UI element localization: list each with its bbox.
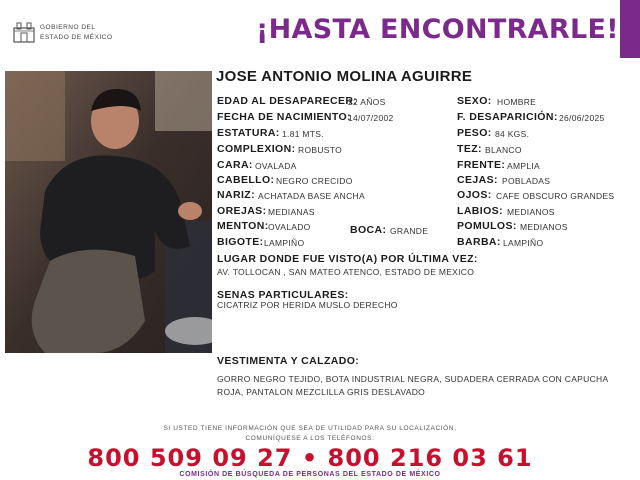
person-photo-illustration — [5, 71, 212, 353]
value-nariz: ACHATADA BASE ANCHA — [258, 191, 365, 201]
label-orejas: OREJAS: — [217, 205, 267, 217]
label-labios: LABIOS: — [457, 205, 503, 217]
label-f-desaparicion: F. DESAPARICIÓN: — [457, 111, 558, 123]
label-tez: TEZ: — [457, 143, 482, 155]
value-cara: OVALADA — [255, 161, 297, 171]
value-barba: LAMPIÑO — [503, 238, 544, 248]
phone-numbers: 800 509 09 27 • 800 216 03 61 — [87, 444, 533, 472]
distinguishing-marks-value: CICATRIZ POR HERIDA MUSLO DERECHO — [217, 300, 398, 310]
value-complexion: ROBUSTO — [298, 145, 342, 155]
label-complexion: COMPLEXION: — [217, 143, 296, 155]
headline: ¡HASTA ENCONTRARLE! — [256, 14, 619, 45]
commission-name: COMISIÓN DE BÚSQUEDA DE PERSONAS DEL ESTADO DE MÉXICO — [179, 471, 441, 478]
label-peso: PESO: — [457, 127, 492, 139]
label-frente: FRENTE: — [457, 159, 506, 171]
accent-stripe — [620, 0, 640, 58]
label-ojos: OJOS: — [457, 189, 492, 201]
value-estatura: 1.81 MTS. — [282, 129, 324, 139]
label-menton: MENTON: — [217, 220, 269, 232]
value-cabello: NEGRO CRECIDO — [276, 176, 353, 186]
label-boca: BOCA: — [350, 224, 387, 236]
value-f-desaparicion: 26/06/2025 — [559, 113, 605, 123]
value-fecha-nacimiento: 14/07/2002 — [348, 113, 394, 123]
value-cejas: POBLADAS — [502, 176, 551, 186]
last-seen-label: LUGAR DONDE FUE VISTO(A) POR ÚLTIMA VEZ: — [217, 253, 478, 265]
clothing-value: GORRO NEGRO TEJIDO, BOTA INDUSTRIAL NEGRA, SUDADERA CERRADA CON CAPUCHA ROJA, PANTALON MEZCLILLA GRIS DESLAVADO — [217, 374, 608, 397]
label-sexo: SEXO: — [457, 95, 492, 107]
value-sexo: HOMBRE — [497, 97, 537, 107]
value-labios: MEDIANOS — [507, 207, 555, 217]
label-fecha-nacimiento: FECHA DE NACIMIENTO: — [217, 111, 351, 123]
last-seen-value: AV. TOLLOCAN , SAN MATEO ATENCO, ESTADO DE MEXICO — [217, 267, 475, 277]
value-tez: BLANCO — [485, 145, 522, 155]
value-peso: 84 KGS. — [495, 129, 530, 139]
label-cara: CARA: — [217, 159, 253, 171]
label-estatura: ESTATURA: — [217, 127, 280, 139]
distinguishing-marks-label: SENAS PARTICULARES: — [217, 289, 349, 301]
value-menton: OVALADO — [268, 222, 311, 232]
label-edad: EDAD AL DESAPARECER: — [217, 95, 358, 107]
government-name-line2: ESTADO DE MÉXICO — [40, 34, 113, 41]
value-boca: GRANDE — [390, 226, 429, 236]
contact-notice-line2: COMUNÍQUESE A LOS TELÉFONOS: — [245, 435, 375, 442]
state-seal-icon — [12, 20, 36, 44]
government-name-line1: GOBIERNO DEL — [40, 24, 96, 31]
value-bigote: LAMPIÑO — [264, 238, 305, 248]
value-frente: AMPLIA — [507, 161, 540, 171]
label-pomulos: POMULOS: — [457, 220, 517, 232]
clothing-label: VESTIMENTA Y CALZADO: — [217, 355, 360, 367]
contact-notice-line1: SI USTED TIENE INFORMACIÓN QUE SEA DE UTILIDAD PARA SU LOCALIZACIÓN, — [163, 425, 457, 432]
person-name: JOSE ANTONIO MOLINA AGUIRRE — [216, 68, 473, 85]
value-orejas: MEDIANAS — [268, 207, 315, 217]
label-nariz: NARIZ: — [217, 189, 255, 201]
label-cejas: CEJAS: — [457, 174, 498, 186]
value-edad: 22 AÑOS — [348, 97, 386, 107]
value-ojos: CAFE OBSCURO GRANDES — [496, 191, 615, 201]
value-pomulos: MEDIANOS — [520, 222, 568, 232]
label-bigote: BIGOTE: — [217, 236, 264, 248]
person-photo — [5, 71, 212, 353]
label-cabello: CABELLO: — [217, 174, 275, 186]
label-barba: BARBA: — [457, 236, 501, 248]
